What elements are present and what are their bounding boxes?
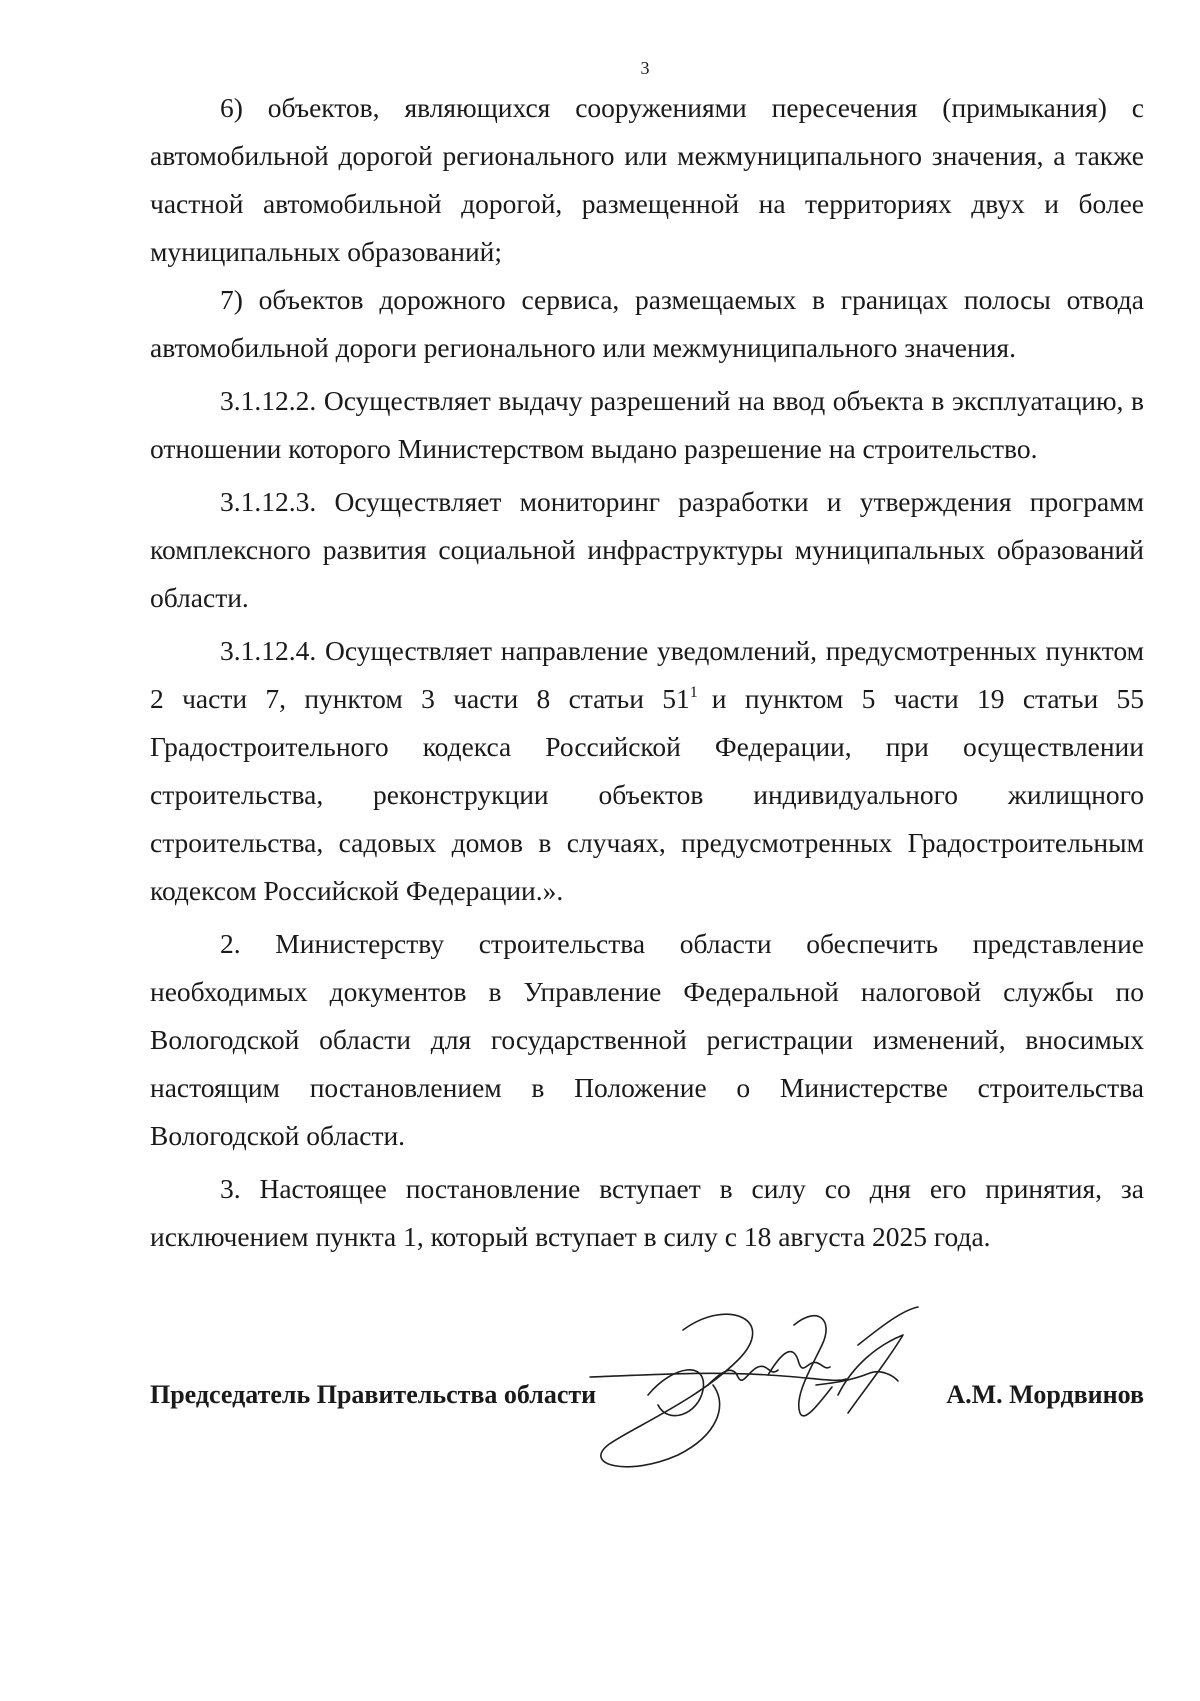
paragraph-item-7: 7) объектов дорожного сервиса, размещаемых в границах полосы отвода автомобильной дороги регионального или межмуниципального значения. <box>150 284 1144 363</box>
signatory-name: А.М. Мордвинов <box>946 1380 1144 1409</box>
page-number: 3 <box>640 58 650 78</box>
paragraph-3: 3. Настоящее постановление вступает в силу со дня его принятия, за исключением пункта 1, который вступает в силу с 18 августа 2025 года. <box>150 1173 1144 1252</box>
document-body <box>150 84 1144 1261</box>
superscript-reference: 1 <box>689 684 698 701</box>
paragraph-3-1-12-2: 3.1.12.2. Осуществляет выдачу разрешений на ввод объекта в эксплуатацию, в отношении которого Министерством выдано разрешение на строительство. <box>150 385 1144 464</box>
paragraph-item-6: 6) объектов, являющихся сооружениями пересечения (примыкания) с автомобильной дорогой регионального или межмуниципального значения, а также частной автомобильной дорогой, размещенной на территориях двух и более муниципальных образований; <box>150 92 1144 267</box>
paragraph-text-part: 3.1.12.4. Осуществляет направление уведомлений, предусмотренных пунктом 2 части 7, пунктом 3 части 8 статьи 51 <box>150 635 1144 714</box>
paragraph-3-1-12-3: 3.1.12.3. Осуществляет мониторинг разработки и утверждения программ комплексного развития социальной инфраструктуры муниципальных образований области. <box>150 486 1144 613</box>
paragraph-text-part: и пунктом 5 части 19 статьи 55 Градостроительного кодекса Российской Федерации, при осуществлении строительства, реконструкции объектов индивидуального жилищного строительства, садовых домов в случаях, предусмотренных Градостроительным кодексом Российской Федерации.». <box>150 683 1145 906</box>
signatory-position: Председатель Правительства области <box>150 1380 597 1409</box>
handwritten-signature <box>588 1305 938 1480</box>
paragraph-3-1-12-4 <box>150 627 1144 915</box>
paragraph-2: 2. Министерству строительства области обеспечить представление необходимых документов в Управление Федеральной налоговой службы по Вологодской области для государственной регистрации изменений, вносимых настоящим постановлением в Положение о Министерстве строительства Вологодской области. <box>150 928 1144 1151</box>
